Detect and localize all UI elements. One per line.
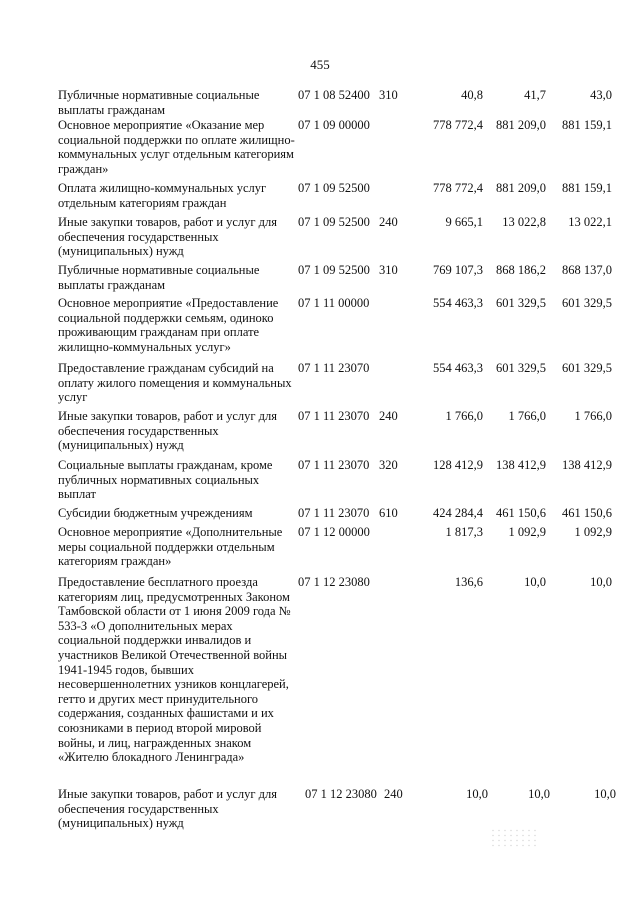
row-name: Предоставление гражданам субсидий на оплату жилого помещения и коммунальных услуг	[58, 361, 292, 405]
row-value-2: 868 186,2	[496, 263, 546, 277]
row-expense-type: 240	[379, 409, 398, 423]
row-value-3: 601 329,5	[562, 296, 612, 310]
row-value-1: 769 107,3	[433, 263, 483, 277]
row-expense-type: 320	[379, 458, 398, 472]
row-expense-type: 310	[379, 263, 398, 277]
row-value-2: 461 150,6	[496, 506, 546, 520]
row-value-1: 1 817,3	[445, 525, 483, 539]
row-code: 07 1 11 00000	[298, 296, 370, 310]
budget-table	[0, 88, 640, 835]
table-row	[0, 787, 640, 835]
row-name: Субсидии бюджетным учреждениям	[58, 506, 253, 520]
row-code: 07 1 09 52500	[298, 181, 370, 195]
row-value-2: 10,0	[524, 575, 546, 589]
row-code: 07 1 11 23070	[298, 409, 370, 423]
row-name: Предоставление бесплатного проезда категориям лиц, предусмотренных Законом Тамбовской области от 1 июня 2009 года № 533-З «О дополнительных мерах социальной поддержки инвалидов и участников Великой Отечественной войны 1941-1945 годов, бывших несовершеннолетних узников концлагерей, гетто и других мест принудительного содержания, созданных фашистами и их союзниками в период второй мировой войны, и лиц, награжденных знаком «Жителю блокадного Ленинграда»	[58, 575, 291, 765]
row-code: 07 1 09 00000	[298, 118, 370, 132]
row-value-1: 136,6	[454, 575, 483, 589]
row-value-1: 778 772,4	[433, 181, 483, 195]
table-row	[0, 506, 640, 525]
row-value-2: 881 209,0	[496, 181, 546, 195]
row-value-1: 424 284,4	[433, 506, 483, 520]
row-value-3: 461 150,6	[562, 506, 612, 520]
row-name: Публичные нормативные социальные выплаты гражданам	[58, 88, 260, 117]
row-name: Оплата жилищно-коммунальных услуг отдельным категориям граждан	[58, 181, 267, 210]
row-name: Основное мероприятие «Оказание мер социальной поддержки по оплате жилищно-коммунальных услуг отдельным категориям граждан»	[58, 118, 295, 176]
row-code: 07 1 11 23070	[298, 361, 370, 375]
row-value-2: 601 329,5	[496, 361, 546, 375]
row-value-2: 10,0	[528, 787, 550, 801]
row-name: Социальные выплаты гражданам, кроме публичных нормативных социальных выплат	[58, 458, 273, 502]
table-row	[0, 118, 640, 181]
row-value-3: 601 329,5	[562, 361, 612, 375]
row-value-1: 554 463,3	[433, 361, 483, 375]
row-name: Иные закупки товаров, работ и услуг для обеспечения государственных (муниципальных) нужд	[58, 215, 278, 259]
table-row	[0, 575, 640, 787]
table-row	[0, 181, 640, 215]
row-code: 07 1 09 52500	[298, 263, 370, 277]
row-value-3: 10,0	[594, 787, 616, 801]
table-row	[0, 296, 640, 361]
table-row	[0, 263, 640, 296]
row-value-2: 138 412,9	[496, 458, 546, 472]
row-code: 07 1 12 23080	[298, 575, 370, 589]
row-code: 07 1 09 52500	[298, 215, 370, 229]
row-name: Основное мероприятие «Дополнительные меры социальной поддержки отдельным категориям граждан»	[58, 525, 283, 569]
row-value-1: 128 412,9	[433, 458, 483, 472]
row-value-2: 1 092,9	[508, 525, 546, 539]
row-value-3: 13 022,1	[568, 215, 612, 229]
table-row	[0, 361, 640, 409]
row-code: 07 1 12 00000	[298, 525, 370, 539]
row-value-2: 13 022,8	[502, 215, 546, 229]
row-code: 07 1 11 23070	[298, 458, 370, 472]
row-value-3: 10,0	[590, 575, 612, 589]
row-value-1: 10,0	[466, 787, 488, 801]
row-expense-type: 240	[379, 215, 398, 229]
row-value-3: 868 137,0	[562, 263, 612, 277]
page-number: 455	[310, 57, 330, 72]
row-name: Иные закупки товаров, работ и услуг для обеспечения государственных (муниципальных) нужд	[58, 409, 278, 453]
row-value-3: 1 092,9	[574, 525, 612, 539]
row-value-3: 43,0	[590, 88, 612, 102]
row-value-2: 1 766,0	[508, 409, 546, 423]
row-value-3: 138 412,9	[562, 458, 612, 472]
table-row	[0, 458, 640, 506]
row-expense-type: 240	[384, 787, 403, 801]
row-value-2: 881 209,0	[496, 118, 546, 132]
row-code: 07 1 08 52400	[298, 88, 370, 102]
row-expense-type: 610	[379, 506, 398, 520]
row-value-1: 778 772,4	[433, 118, 483, 132]
row-value-1: 1 766,0	[445, 409, 483, 423]
row-name: Иные закупки товаров, работ и услуг для обеспечения государственных (муниципальных) нужд	[58, 787, 278, 831]
row-value-1: 9 665,1	[445, 215, 483, 229]
row-value-3: 881 159,1	[562, 118, 612, 132]
table-row	[0, 88, 640, 118]
row-name: Публичные нормативные социальные выплаты гражданам	[58, 263, 260, 292]
row-value-3: 1 766,0	[574, 409, 612, 423]
row-value-3: 881 159,1	[562, 181, 612, 195]
row-value-2: 41,7	[524, 88, 546, 102]
row-expense-type: 310	[379, 88, 398, 102]
table-row	[0, 409, 640, 458]
row-value-1: 40,8	[461, 88, 483, 102]
table-row	[0, 215, 640, 263]
table-row	[0, 525, 640, 575]
row-code: 07 1 11 23070	[298, 506, 370, 520]
row-code: 07 1 12 23080	[305, 787, 377, 801]
row-name: Основное мероприятие «Предоставление социальной поддержки семьям, одиноко проживающим гражданам при оплате жилищно-коммунальных услуг»	[58, 296, 279, 354]
row-value-1: 554 463,3	[433, 296, 483, 310]
row-value-2: 601 329,5	[496, 296, 546, 310]
scan-specks	[490, 828, 540, 848]
